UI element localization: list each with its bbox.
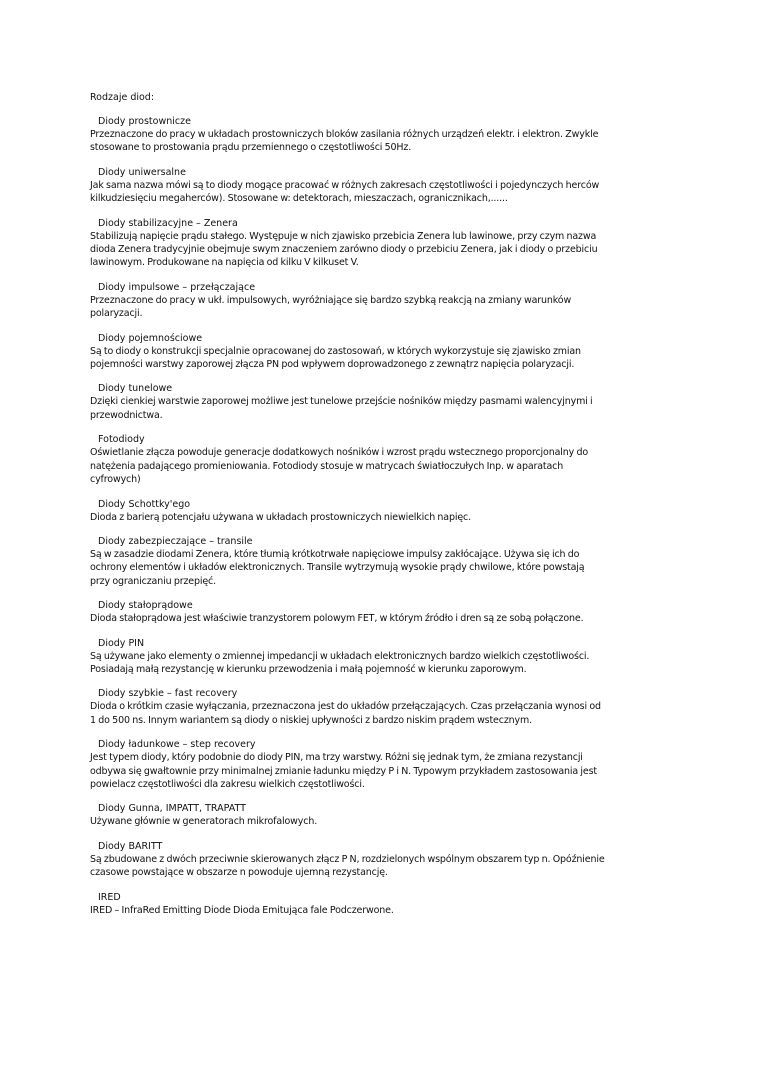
body-line: kilkudziesięciu megaherców). Stosowane w: detektorach, mieszaczach, ogranicznikach,...... (90, 193, 508, 205)
body-line: 1 do 500 ns. Innym wariantem są diody o niskiej upływności z bardzo niskim prądem wstecznym. (90, 714, 532, 726)
section-heading: Diody zabezpieczające – transile (98, 535, 253, 547)
diode-section (90, 840, 700, 880)
section-heading: Diody impulsowe – przełączające (98, 281, 256, 293)
section-body (90, 650, 700, 677)
body-line: odbywa się gwałtownie przy minimalnej zmianie ładunku między P i N. Typowym przykładem zastosowania jest (90, 765, 597, 777)
body-line: Są w zasadzie diodami Zenera, które tłumią krótkotrwałe napięciowe impulsy zakłócające. Używa się ich do (90, 548, 580, 560)
diode-section (90, 599, 700, 625)
section-heading: Diody ładunkowe – step recovery (98, 739, 256, 751)
section-heading: Diody pojemnościowe (98, 332, 203, 344)
diode-section (90, 891, 700, 917)
diode-section (90, 433, 700, 486)
diode-section (90, 382, 700, 422)
section-heading: Fotodiody (98, 434, 145, 446)
body-line: natężenia padającego promieniowania. Fotodiody stosuje w matrycach światłoczułych Inp. w aparatach (90, 460, 564, 472)
body-line: Są zbudowane z dwóch przeciwnie skierowanych złącz P N, rozdzielonych wspólnym obszarem typ n. Opóźnienie (90, 853, 605, 865)
diode-section (90, 115, 700, 155)
body-line: Przeznaczone do pracy w układach prostowniczych bloków zasilania różnych urządzeń elektr. i elektron. Zwykle (90, 129, 599, 140)
section-heading: Diody Gunna, IMPATT, TRAPATT (98, 803, 246, 815)
diode-section (90, 687, 700, 727)
diode-section (90, 637, 700, 677)
body-line: powielacz częstotliwości dla zakresu wielkich częstotliwości. (90, 778, 365, 790)
body-line: Dzięki cienkiej warstwie zaporowej możliwe jest tunelowe przejście nośników między pasmami walencyjnymi i (90, 396, 593, 408)
body-line: Używane głównie w generatorach mikrofalowych. (90, 816, 318, 828)
body-line: Jak sama nazwa mówi są to diody mogące pracować w różnych zakresach częstotliwości i pojedynczych herców (90, 179, 600, 191)
section-body (90, 904, 700, 917)
section-heading: Diody PIN (98, 637, 145, 649)
section-heading: IRED (98, 891, 121, 903)
section-heading: Diody Schottky'ego (98, 498, 191, 510)
body-line: Posiadają małą rezystancję w kierunku przewodzenia i małą pojemność w kierunku zaporowym. (90, 663, 527, 675)
body-line: Stabilizują napięcie prądu stałego. Występuje w nich zjawisko przebicia Zenera lub lawinowe, przy czym nazwa (90, 230, 597, 242)
section-body (90, 511, 700, 524)
document-title: Rodzaje diod: (90, 92, 155, 103)
section-heading: Diody uniwersalne (98, 166, 186, 178)
section-body (90, 230, 700, 270)
diode-section (90, 217, 700, 270)
body-line: przy ograniczaniu przepięć. (90, 575, 217, 587)
diode-section (90, 332, 700, 372)
section-heading: Diody stałoprądowe (98, 600, 193, 612)
diode-section (90, 802, 700, 828)
body-line: stosowane to prostowania prądu przemiennego o częstotliwości 50Hz. (90, 142, 412, 154)
diode-section (90, 166, 700, 206)
body-line: dioda Zenera tradycyjnie obejmuje swym znaczeniem zarówno diody o przebiciu Zenera, jak i diody o przebiciu (90, 244, 598, 256)
body-line: ochrony elementów i układów elektronicznych. Transile wytrzymują wysokie prądy chwilowe, które powstają (90, 562, 585, 574)
section-body (90, 700, 700, 727)
section-body (90, 345, 700, 372)
section-body (90, 395, 700, 422)
diode-section (90, 281, 700, 321)
body-line: Dioda stałoprądowa jest właściwie tranzystorem polowym FET, w którym źródło i dren są ze sobą połączone. (90, 613, 584, 625)
body-line: Są używane jako elementy o zmiennej impedancji w układach elektronicznych bardzo wielkich częstotliwości. (90, 650, 590, 662)
section-body (90, 853, 700, 880)
section-body (90, 294, 700, 321)
section-list (90, 115, 700, 917)
body-line: przewodnictwa. (90, 409, 163, 421)
body-line: polaryzacji. (90, 308, 143, 320)
diode-section (90, 738, 700, 791)
diode-section (90, 535, 700, 588)
body-line: lawinowym. Produkowane na napięcia od kilku V kilkuset V. (90, 257, 359, 269)
section-body (90, 751, 700, 791)
section-heading: Diody szybkie – fast recovery (98, 688, 238, 700)
body-line: IRED – InfraRed Emitting Diode Dioda Emitująca fale Podczerwone. (90, 904, 394, 916)
section-body (90, 548, 700, 588)
section-body (90, 446, 700, 486)
section-heading: Diody stabilizacyjne – Zenera (98, 217, 238, 229)
section-body (90, 815, 700, 828)
section-body (90, 179, 700, 206)
diode-section (90, 498, 700, 524)
section-body (90, 128, 700, 155)
body-line: czasowe powstające w obszarze n powoduje ujemną rezystancję. (90, 867, 388, 879)
body-line: Są to diody o konstrukcji specjalnie opracowanej do zastosowań, w których wykorzystuje się zjawisko zmian (90, 345, 581, 357)
body-line: Dioda z barierą potencjału używana w układach prostowniczych niewielkich napięc. (90, 511, 471, 523)
body-line: pojemności warstwy zaporowej złącza PN pod wpływem doprowadzonego z zewnątrz napięcia polaryzacji. (90, 359, 575, 371)
body-line: Dioda o krótkim czasie wyłączania, przeznaczona jest do układów przełączających. Czas przełączania wynosi od (90, 701, 601, 713)
body-line: Przeznaczone do pracy w ukł. impulsowych, wyróżniające się bardzo szybką reakcją na zmiany warunków (90, 294, 572, 306)
section-heading: Diody prostownicze (98, 116, 191, 127)
body-line: Oświetlanie złącza powoduje generacje dodatkowych nośników i wzrost prądu wstecznego proporcjonalny do (90, 447, 588, 459)
body-line: cyfrowych) (90, 474, 141, 486)
body-line: Jest typem diody, który podobnie do diody PIN, ma trzy warstwy. Różni się jednak tym, że zmiana rezystancji (90, 752, 583, 764)
section-body (90, 612, 700, 625)
section-heading: Diody BARITT (98, 840, 163, 852)
section-heading: Diody tunelowe (98, 383, 173, 395)
